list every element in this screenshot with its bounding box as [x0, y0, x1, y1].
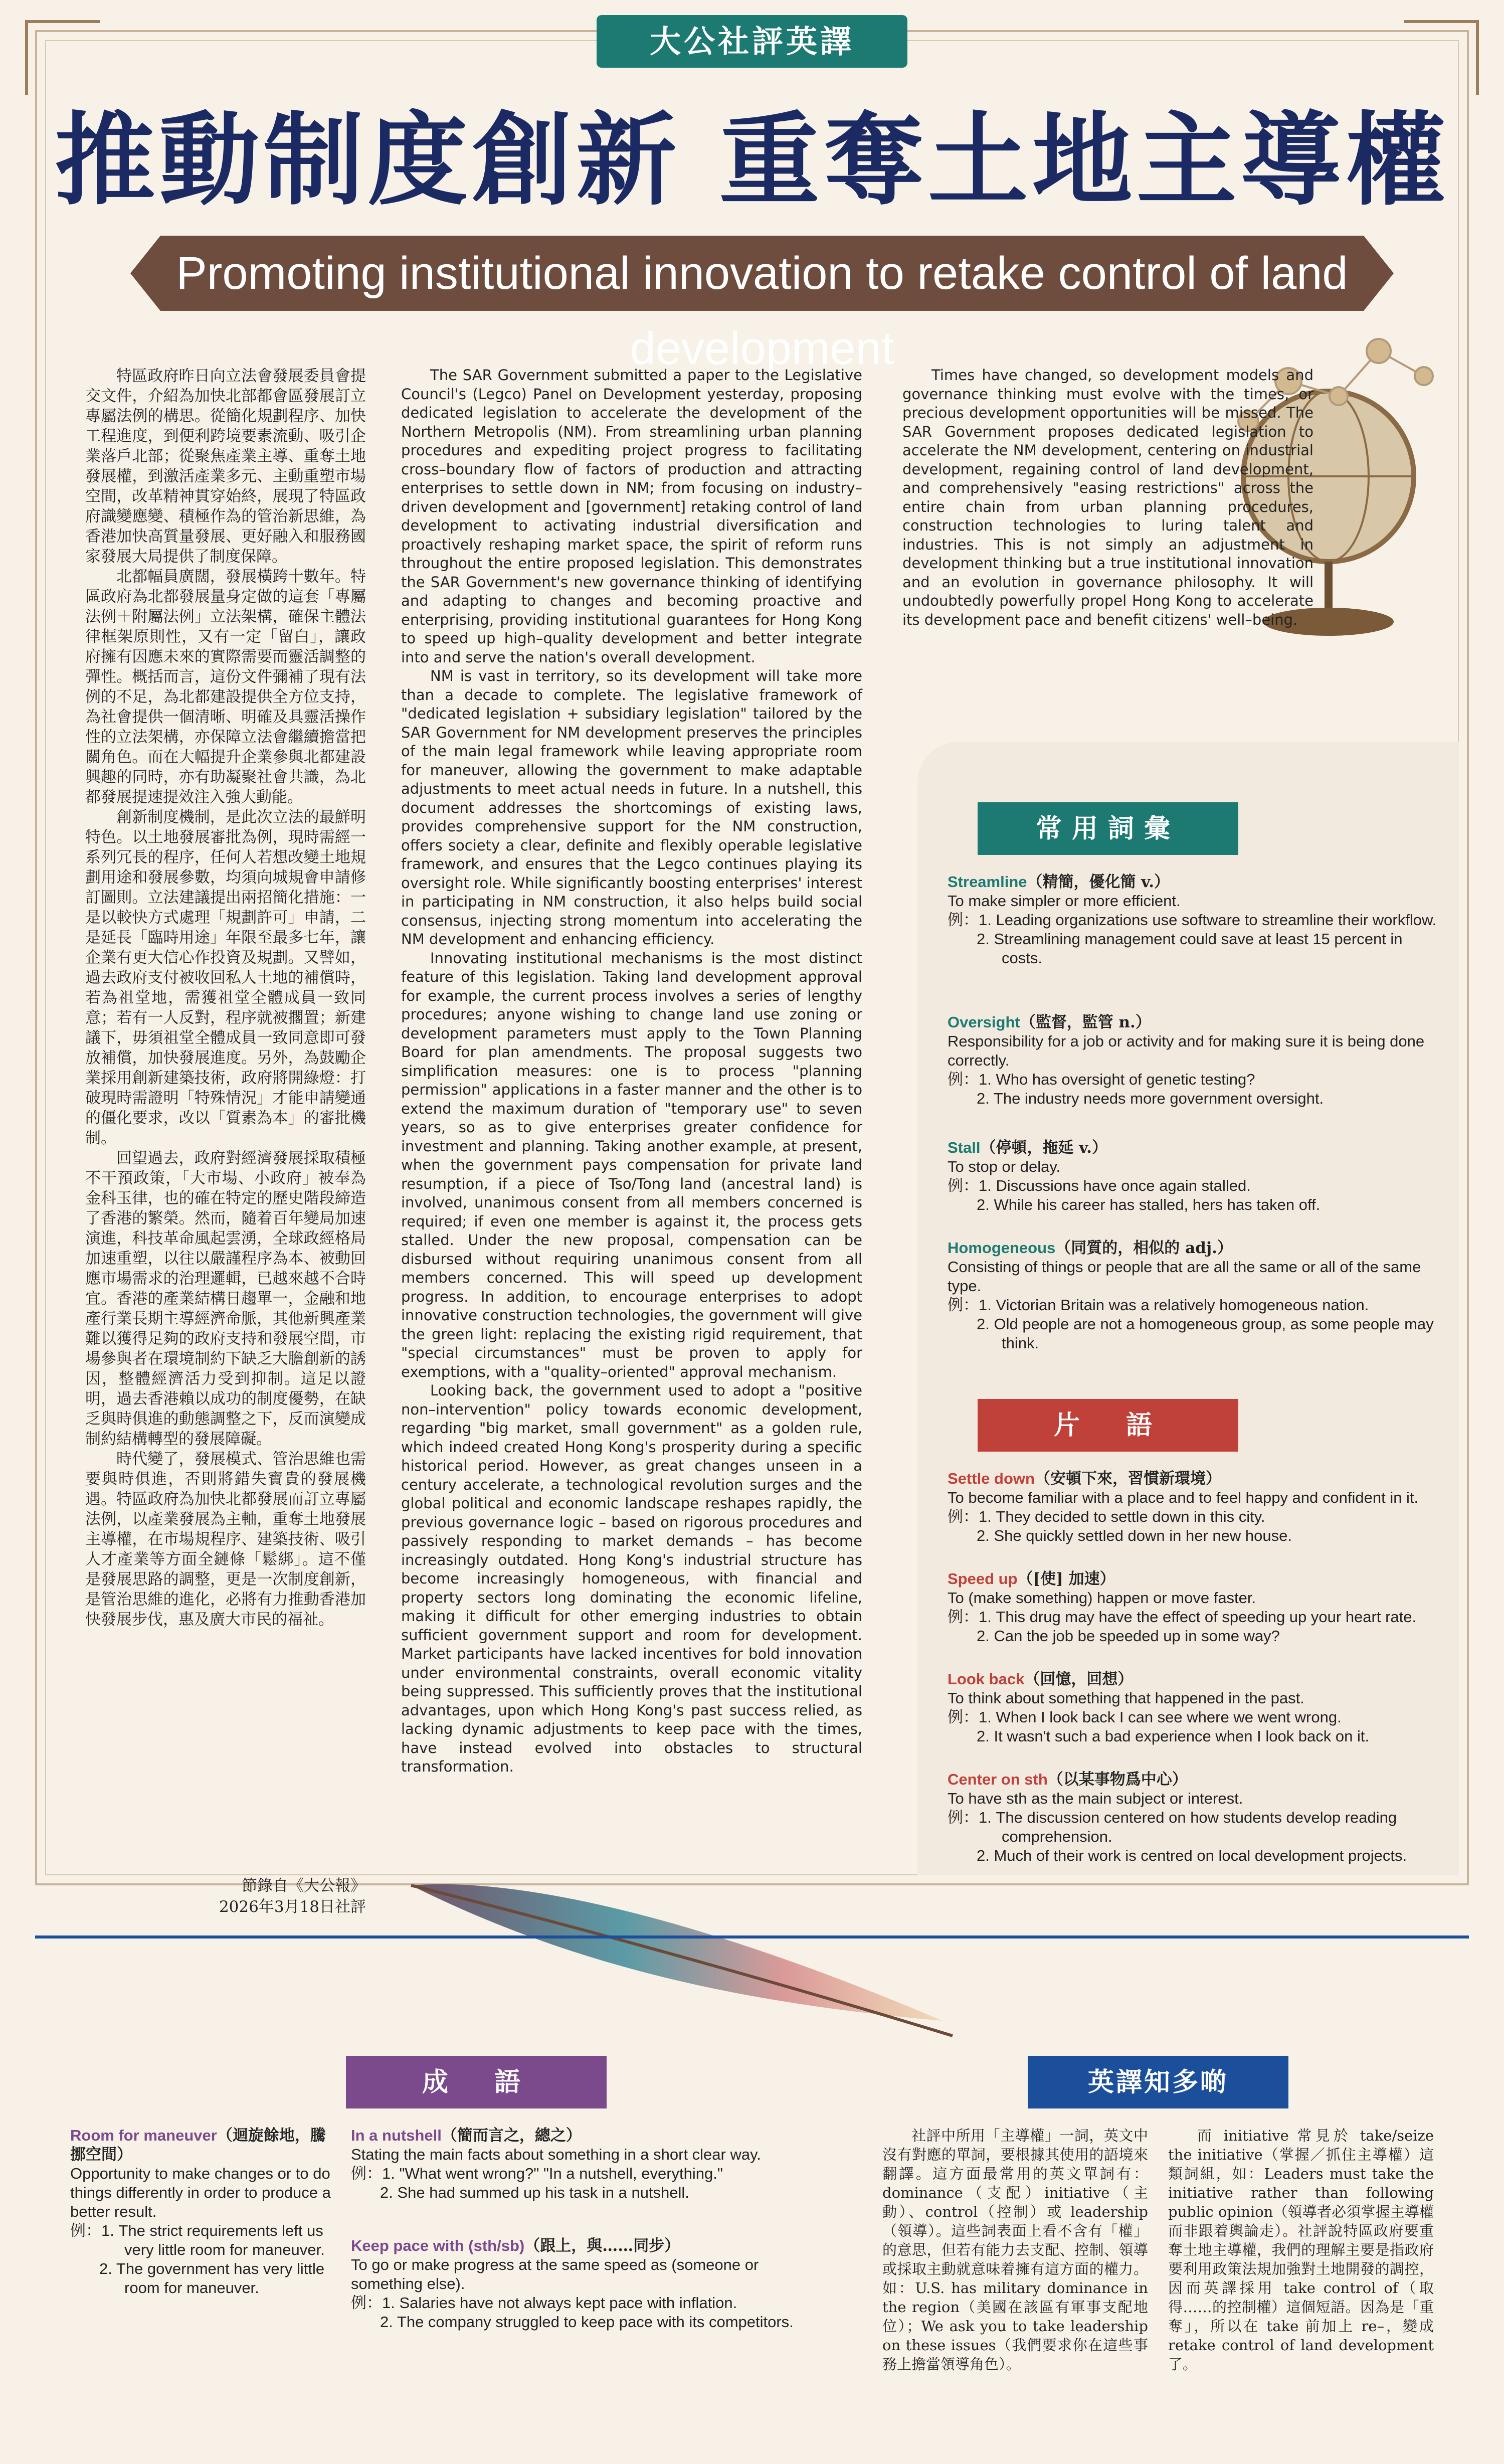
idiom-example: 例：1. Salaries have not always kept pace with inflation. — [351, 2294, 737, 2312]
vocab-example: 2. The industry needs more government oversight. — [977, 1090, 1324, 1107]
phrase-definition: To (make something) happen or move faster. — [948, 1589, 1256, 1607]
idiom-example: 2. She had summed up his task in a nutshell. — [380, 2184, 689, 2201]
idiom-zh: （迴旋餘地，騰挪空間） — [70, 2127, 326, 2164]
vocab-definition: Consisting of things or people that are all the same or all of the same type. — [948, 1258, 1421, 1295]
idiom-item — [351, 2236, 822, 2332]
vocab-example: 例：1. Leading organizations use software to streamline their workflow. — [948, 911, 1437, 929]
idiom-term: Keep pace with (sth/sb) — [351, 2237, 525, 2254]
feather-illustration — [391, 1855, 963, 2066]
idiom-definition: To go or make progress at the same speed as (someone or something else). — [351, 2256, 759, 2293]
phrases-section-title — [978, 1399, 1238, 1452]
source-publication: 節錄自《大公報》 — [242, 1877, 366, 1895]
vocab-definition: Responsibility for a job or activity and for making sure it is being done correctly. — [948, 1032, 1425, 1069]
vocab-term: Oversight — [948, 1013, 1020, 1031]
en-paragraph: The SAR Government submitted a paper to the Legislative Council's (Legco) Panel on Development yesterday, proposing dedicated legislation to accelerate the development of the Northern Metropolis (NM). From streamlining urban planning procedures and expediting project progress to facilitating cross–boundary flow of factors of production and attracting enterprises to settle down in NM; from focusing on industry–driven development and [government] retaking control of land development to activating industrial diversification and proactively reshaping market space, the spirit of reform runs throughout the entire proposed legislation. This demonstrates the SAR Government's new governance thinking of identifying and adapting to changes and becoming proactive and enterprising, providing institutional guarantees for Hong Kong to speed up high–quality development and better integrate into and serve the nation's overall development. — [401, 367, 862, 666]
vocab-zh: （停頓，拖延 v.） — [980, 1139, 1107, 1157]
vocab-example: 2. While his career has stalled, hers has taken off. — [977, 1196, 1321, 1213]
idiom-example: 例：1. The strict requirements left us very little room for maneuver. — [70, 2222, 325, 2258]
idiom-definition: Stating the main facts about something in a short clear way. — [351, 2146, 761, 2163]
idiom-zh: （簡而言之，總之） — [441, 2127, 582, 2145]
idiom-term: Room for maneuver — [70, 2127, 217, 2144]
knowledge-section-title — [1028, 2056, 1288, 2108]
vocab-title-text: 常用詞彙 — [1035, 813, 1180, 844]
zh-paragraph: 特區政府昨日向立法會發展委員會提交文件，介紹為加快北部都會區發展訂立專屬法例的構思。從簡化規劃程序、加快工程進度，到便利跨境要素流動、吸引企業落戶北部；從聚焦產業主導、重奪土地發展權，到激活產業多元、主動重塑市場空間，改革精神貫穿始終，展現了特區政府識變應變、積極作為的管治新思維，為香港加快高質量發展、更好融入和服務國家發展大局提供了制度保障。 — [85, 367, 366, 566]
phrase-item — [948, 1569, 1439, 1646]
knowledge-col1 — [882, 2126, 1148, 2374]
english-title: Promoting institutional innovation to retake control of land development — [176, 248, 1348, 374]
en-paragraph: Times have changed, so development models and governance thinking must evolve with the times, or precious development opportunities will be missed. The SAR Government proposes dedicated legislation to accelerate the NM development, centering on industrial development, regaining control of land development, and comprehensively "easing restrictions" across the entire chain from urban planning procedures, construction technologies to luring talent and industries. This is not simply an adjustment in development thinking but a true institutional innovation and an evolution in governance philosophy. It will undoubtedly powerfully propel Hong Kong to accelerate its development pace and benefit citizens' well–being. — [902, 367, 1313, 628]
idiom-item — [351, 2126, 822, 2202]
vocab-definition: To stop or delay. — [948, 1158, 1061, 1175]
vocab-item — [948, 1138, 1439, 1214]
phrase-example: 2. Much of their work is centred on local development projects. — [977, 1847, 1407, 1864]
source-note — [85, 1875, 366, 1917]
knowledge-paragraph: 而 initiative 常見於 take/seize the initiative（掌握／抓住主導權）這類詞組，如：Leaders must take the initiative rather than following public opinion（領導者必須掌握主導權而非跟着輿論走）。社評說特區政府要重奪土地主導權，我們的理解主要是指政府要利用政策法規加強對土地開發的調控，因而英譯採用 take control of（取得……的控制權）這個短語。因為是「重奪」，所以在 take 前加上 re–，變成 retake control of land development 了。 — [1168, 2127, 1434, 2373]
chinese-editorial — [85, 366, 366, 1630]
idiom-zh: （跟上，與……同步） — [524, 2237, 680, 2255]
phrase-example: 例：1. The discussion centered on how students develop reading comprehension. — [948, 1809, 1397, 1845]
phrases-title-text: 片 語 — [1053, 1410, 1162, 1441]
knowledge-title-text: 英譯知多啲 — [1087, 2067, 1228, 2097]
section-badge: 大公社評英譯 — [597, 15, 907, 68]
idiom-definition: Opportunity to make changes or to do things differently in order to produce a better result. — [70, 2165, 331, 2220]
phrase-definition: To think about something that happened in the past. — [948, 1689, 1304, 1707]
phrase-example: 例：1. They decided to settle down in this city. — [948, 1508, 1265, 1525]
idiom-term: In a nutshell — [351, 2127, 442, 2144]
phrase-item — [948, 1770, 1439, 1865]
phrase-example: 例：1. When I look back I can see where we went wrong. — [948, 1708, 1342, 1726]
en-paragraph: Looking back, the government used to adopt a "positive non–intervention" policy towards economic development, regarding "big market, small government" as a golden rule, which indeed created Hong Kong's prosperity during a specific historical period. However, as great changes unseen in a century accelerate, a technological revolution surges and the global political and economic landscape reshapes rapidly, the previous governance logic – based on rigorous procedures and passively responding to market demands – has become increasingly outdated. Hong Kong's industrial structure has become increasingly homogeneous, with financial and property sectors long dominating the economic lifeline, making it difficult for other emerging industries to obtain sufficient government support and room for development. Market participants have lacked incentives for bold innovation under environmental constraints, overall economic vitality being suppressed. This sufficiently proves that the institutional advantages, upon which Hong Kong's past success relied, as lacking dynamic adjustments to keep pace with the times, have instead evolved into obstacles to structural transformation. — [401, 1382, 862, 1775]
en-paragraph: Innovating institutional mechanisms is the most distinct feature of this legislation. Taking land development approval for example, the current process involves a series of lengthy procedures; anyone wishing to change land use zoning or development parameters must apply to the Town Planning Board for plan amendments. The proposal suggests two simplification measures: one is to process "planning permission" applications in a faster manner and the other is to extend the maximum duration of "temporary use" to seven years, so as to give enterprises greater confidence for investment and planning. Taking another example, at present, when the government pays compensation for private land resumption, if a piece of Tso/Tong land (ancestral land) is involved, unanimous consent from all members concerned is required; if even one member is against it, the process gets stalled. Under the new proposal, compensation can be disbursed without requiring unanimous consent from all members concerned. This will speed up development progress. In addition, to encourage enterprises to adopt innovative construction technologies, the government will give the green light: replacing the existing rigid requirement, that "special circumstances" must be proven to apply for exemptions, with a "quality–oriented" approval mechanism. — [401, 949, 862, 1380]
zh-paragraph: 北都幅員廣闊，發展橫跨十數年。特區政府為北都發展量身定做的這套「專屬法例＋附屬法例」立法架構，確保主體法律框架原則性，又有一定「留白」，讓政府擁有因應未來的實際需要而靈活調整的彈性。概括而言，這份文件彌補了現有法例的不足，為北都建設提供全方位支持，為社會提供一個清晰、明確及具靈活操作性的立法架構，亦保障立法會繼續擔當把關角色。而在大幅提升企業參與北都建設興趣的同時，亦有助凝聚社會共識，為北都發展提速提效注入強大動能。 — [85, 568, 366, 806]
vocab-zh: （同質的，相似的 adj.） — [1055, 1239, 1233, 1257]
vocab-item — [948, 1013, 1439, 1108]
knowledge-paragraph: 社評中所用「主導權」一詞，英文中沒有對應的單詞，要根據其使用的語境來翻譯。這方面最常用的英文單詞有：dominance（支配）initiative（主動）、control（控制）或 leadership（領導）。這些詞表面上看不含有「權」的意思，但若有能力去支配、控制、領導或採取主動就意味着擁有這方面的權力。如：U.S. has military dominance in the region（美國在該區有軍事支配地位）；We ask you to take leadership on these issues（我們要求你在這些事務上擔當領導角色）。 — [882, 2127, 1148, 2373]
phrase-zh: （[使] 加速） — [1017, 1570, 1115, 1588]
vocab-item — [948, 1239, 1439, 1353]
idiom-example: 2. The company struggled to keep pace with its competitors. — [380, 2313, 794, 2331]
idiom-example: 例：1. "What went wrong?" "In a nutshell, everything." — [351, 2165, 723, 2182]
idiom-item — [70, 2126, 331, 2298]
vocab-zh: （監督，監管 n.） — [1020, 1013, 1151, 1031]
english-editorial-col2 — [902, 366, 1313, 629]
vocab-item — [948, 872, 1439, 968]
idiom-example: 2. The government has very little room for maneuver. — [99, 2260, 325, 2297]
zh-paragraph: 回望過去，政府對經濟發展採取積極不干預政策，「大市場、小政府」被奉為金科玉律，也的確在特定的歷史階段締造了香港的繁榮。然而，隨着百年變局加速演進，科技革命風起雲湧，全球政經格局加速重塑，以往以嚴謹程序為本、被動回應市場需求的治理邏輯，已越來越不合時宜。香港的產業結構日趨單一，金融和地產行業長期主導經濟命脈，其他新興產業難以獲得足夠的政府支持和發展空間，市場參與者在環境制約下缺乏大膽創新的誘因，整體經濟活力受到抑制。這足以證明，過去香港賴以成功的制度優勢，在缺乏與時俱進的動態調整之下，反而演變成制約結構轉型的發展障礙。 — [85, 1149, 366, 1448]
idioms-title-text: 成 語 — [422, 2067, 530, 2097]
vocab-example: 例：1. Discussions have once again stalled. — [948, 1177, 1251, 1194]
en-paragraph: NM is vast in territory, so its development will take more than a decade to complete. The legislative framework of "dedicated legislation + subsidiary legislation" tailored by the SAR Government for NM development preserves the principles of the main legal framework while leaving appropriate room for maneuver, allowing the government to make adaptable adjustments to meet actual needs in future. In a nutshell, this document addresses the shortcomings of existing laws, provides comprehensive support for the NM construction, offers society a clear, definite and flexibly operable legislative framework, and ensures that the Legco continues playing its oversight role. While significantly boosting enterprises' interest in participating in NM construction, it also helps build social consensus, injecting strong momentum into accelerating the NM development and enhancing efficiency. — [401, 667, 862, 948]
vocab-term: Homogeneous — [948, 1239, 1056, 1257]
idioms-section-title — [346, 2056, 607, 2108]
phrase-example: 2. It wasn't such a bad experience when I look back on it. — [977, 1727, 1370, 1745]
vocab-zh: （精簡，優化簡 v.） — [1027, 873, 1170, 891]
vocab-term: Streamline — [948, 873, 1027, 891]
corner-ornament-tl — [25, 20, 100, 95]
zh-paragraph: 創新制度機制，是此次立法的最鮮明特色。以土地發展審批為例，現時需經一系列冗長的程序，任何人若想改變土地規劃用途和發展參數，均須向城規會申請修訂圖則。立法建議提出兩招簡化措施：一是以較快方式處理「規劃許可」申請，二是延長「臨時用途」年限至最多七年，讓企業有更大信心作投資及規劃。又譬如，過去政府支付被收回私人土地的補償時，若為祖堂地，需獲祖堂全體成員一致同意；若有一人反對，程序就被擱置；新建議下，毋須祖堂全體成員一致同意即可發放補償，加快發展進度。另外，為鼓勵企業採用創新建築技術，政府將開綠燈：打破現時需證明「特殊情況」才能申請變通的僵化要求，改以「質素為本」的審批機制。 — [85, 808, 366, 1147]
knowledge-col2 — [1168, 2126, 1434, 2374]
source-date: 2026年3月18日社評 — [219, 1898, 366, 1916]
page-title: 推動制度創新 重奪土地主導權 — [55, 101, 1449, 219]
phrase-zh: （安頓下來，習慣新環境） — [1034, 1470, 1221, 1488]
phrase-zh: （回憶，回想） — [1024, 1670, 1134, 1688]
phrase-item — [948, 1670, 1439, 1746]
phrase-term: Speed up — [948, 1570, 1018, 1588]
phrase-example: 例：1. This drug may have the effect of speeding up your heart rate. — [948, 1608, 1417, 1626]
zh-paragraph: 時代變了，發展模式、管治思維也需要與時俱進，否則將錯失寶貴的發展機遇。特區政府為加快北都發展而訂立專屬法例，以產業發展為主軸，重奪土地發展主導權，在市場規程序、建築技術、吸引人才產業等方面全鏈條「鬆綁」。這不僅是發展思路的調整，更是一次制度創新，是管治思維的進化，必將有力推動香港加快發展步伐，惠及廣大市民的福祉。 — [85, 1450, 366, 1629]
phrase-example: 2. Can the job be speeded up in some way? — [977, 1627, 1280, 1645]
vocab-example: 2. Old people are not a homogeneous group, as some people may think. — [977, 1315, 1434, 1352]
phrase-term: Settle down — [948, 1470, 1035, 1487]
vocab-example: 例：1. Victorian Britain was a relatively homogeneous nation. — [948, 1296, 1369, 1314]
vocab-example: 例：1. Who has oversight of genetic testing? — [948, 1071, 1255, 1088]
phrase-definition: To have sth as the main subject or interest. — [948, 1790, 1243, 1807]
english-editorial-col1 — [401, 366, 862, 1777]
english-title-banner — [160, 236, 1364, 374]
phrase-term: Center on sth — [948, 1771, 1048, 1788]
bottom-divider — [35, 1935, 1469, 1939]
phrase-item — [948, 1469, 1439, 1545]
phrase-definition: To become familiar with a place and to feel happy and confident in it. — [948, 1489, 1419, 1506]
vocab-term: Stall — [948, 1139, 981, 1156]
vocab-section-title — [978, 802, 1238, 855]
corner-ornament-tr — [1404, 20, 1479, 95]
phrase-term: Look back — [948, 1670, 1025, 1688]
vocab-definition: To make simpler or more efficient. — [948, 892, 1181, 910]
phrase-zh: （以某事物爲中心） — [1047, 1771, 1188, 1789]
phrase-example: 2. She quickly settled down in her new house. — [977, 1527, 1292, 1544]
vocab-example: 2. Streamlining management could save at least 15 percent in costs. — [977, 930, 1403, 967]
